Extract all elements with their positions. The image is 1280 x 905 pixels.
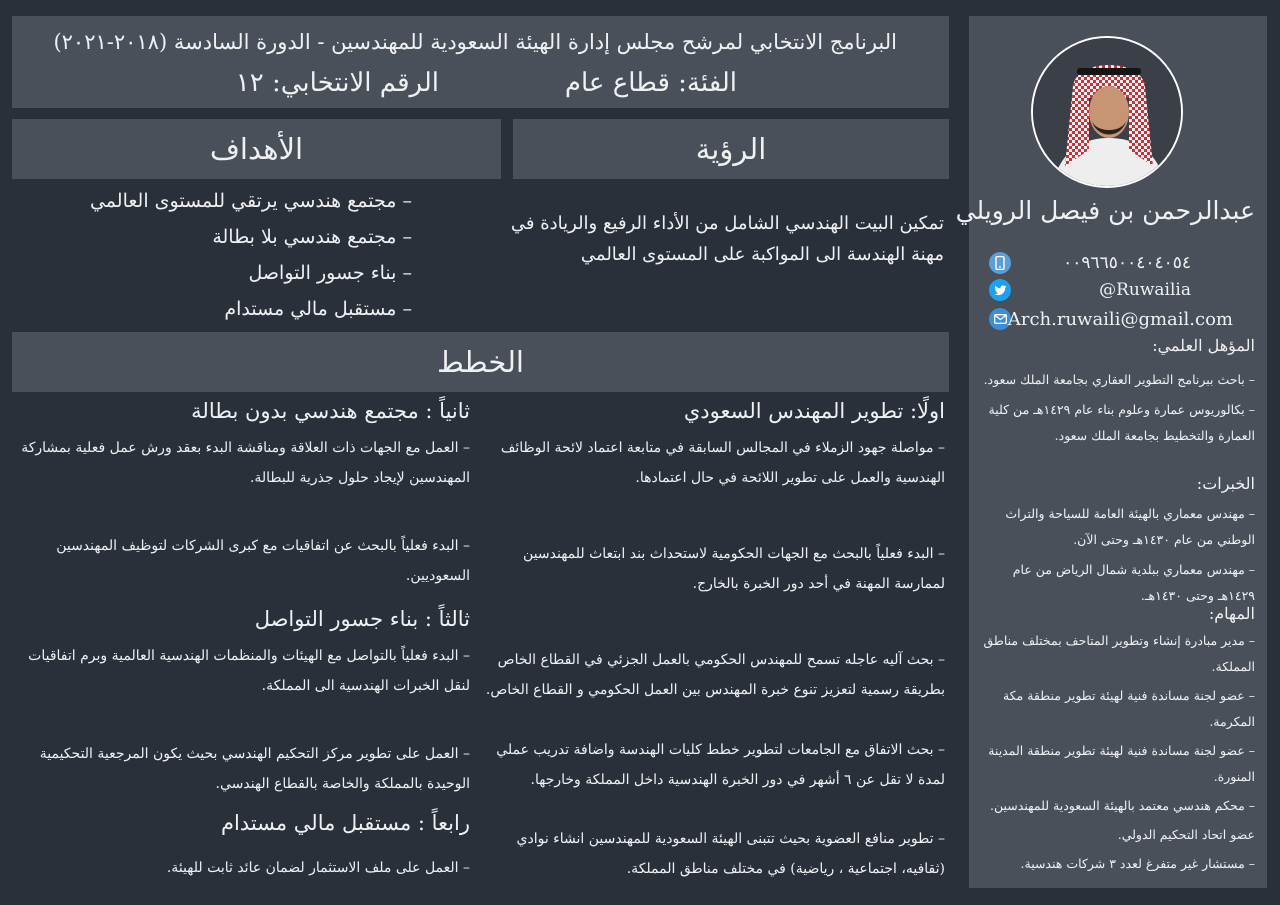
plan-item: – مواصلة جهود الزملاء في المجالس السابقة في متابعة اعتماد لائحة الوظائف الهندسية والعمل على تطوير اللائحة في حال اعتمادها. [500,440,945,486]
task-item: – محكم هندسي معتمد بالهيئة السعودية للمهندسين. [990,798,1255,813]
tasks-heading: المهام: [1208,604,1255,623]
experience-item: – مهندس معماري بالهيئة العامة للسياحة والتراث الوطني من عام ١٤٣٠هـ وحتى الآن. [1005,506,1255,547]
goal-item: – مجتمع هندسي بلا بطالة [212,226,412,248]
phone-contact [989,250,1247,276]
task-item: – عضو لجنة مساندة فنية لهيئة تطوير منطقة مكة المكرمة. [1002,688,1255,729]
profile-sidebar [955,16,1267,888]
email-address: Arch.ruwaili@gmail.com [1007,308,1233,330]
plan-item: – العمل على تطوير مركز التحكيم الهندسي بحيث يكون المرجعية التحكيمية الوحيدة بالمملكة والخاصة بالقطاع الهندسي. [39,746,470,792]
goal-item: – بناء جسور التواصل [248,262,412,284]
plan-second-title: ثانياً : مجتمع هندسي بدون بطالة [191,399,470,423]
plans-column-right [485,395,945,884]
goals-heading: الأهداف [12,119,501,179]
plan-item: – بحث آليه عاجله تسمح للمهندس الحكومي بالعمل الجزئي في القطاع الخاص بطريقة رسمية لتعزيز تنوع خبرة المهندس بين العمل الحكومي و القطاع الخاص. [485,652,945,698]
plan-first-title: اولًا: تطوير المهندس السعودي [683,399,945,423]
experience-item: – مهندس معماري ببلدية شمال الرياض من عام ١٤٢٩هـ وحتى ١٤٣٠هـ. [1012,562,1255,603]
task-item: – عضو لجنة مساندة فنية لهيئة تطوير منطقة المدينة المنورة. [988,743,1255,784]
education-list [980,367,1255,453]
task-item: عضو اتحاد التحكيم الدولي. [1117,827,1255,842]
plan-item: – العمل مع الجهات ذات العلاقة ومناقشة البدء بعقد ورش عمل فعلية بمشاركة المهندسين لإيجاد حلول جذرية للبطالة. [21,440,470,486]
goal-item: – مستقبل مالي مستدام [224,298,412,320]
header-banner [12,16,949,108]
task-item: – مستشار غير متفرغ لعدد ٣ شركات هندسية. [1020,856,1255,871]
plan-fourth-title: رابعاً : مستقبل مالي مستدام [220,811,470,835]
vision-text: تمكين البيت الهندسي الشامل من الأداء الرفيع والريادة في مهنة الهندسة الى المواكبة على المستوى العالمي [510,213,944,265]
plan-third-title: ثالثاً : بناء جسور التواصل [254,607,470,631]
candidate-category: الفئة: قطاع عام [564,68,737,98]
twitter-icon [989,279,1011,301]
plan-item: – العمل على ملف الاستثمار لضمان عائد ثابت للهيئة. [166,860,470,876]
candidate-name: عبدالرحمن بن فيصل الرويلي [955,196,1255,225]
plan-item: – البدء فعلياً بالبحث عن اتفاقيات مع كبرى الشركات لتوظيف المهندسين السعوديين. [56,538,470,584]
goals-list [52,183,412,327]
goal-item: – مجتمع هندسي يرتقي للمستوى العالمي [89,190,412,212]
tasks-list [980,628,1255,880]
education-heading: المؤهل العلمي: [1152,336,1255,355]
education-item: – بكالوريوس عمارة وعلوم بناء عام ١٤٢٩هـ من كلية العمارة والتخطيط بجامعة الملك سعود. [988,402,1255,443]
education-item: – باحث ببرنامج التطوير العقاري بجامعة الملك سعود. [983,372,1255,387]
phone-number: ٠٠٩٦٦٥٠٠٤٠٤٠٥٤ [1063,253,1191,273]
program-title: البرنامج الانتخابي لمرشح مجلس إدارة الهيئة السعودية للمهندسين - الدورة السادسة (٢٠١٨-٢٠٢١) [53,30,897,54]
candidate-photo-illustration [1033,38,1183,188]
phone-icon [989,252,1011,274]
experience-heading: الخبرات: [1196,474,1255,493]
election-number: الرقم الانتخابي: ١٢ [235,68,439,98]
plans-heading: الخطط [12,332,949,392]
twitter-handle: @Ruwailia [1099,280,1191,300]
twitter-contact [989,277,1247,303]
plan-item: – تطوير منافع العضوية بحيث تتبنى الهيئة السعودية للمهندسين انشاء نوادي (ثقافيه، اجتماعية ، رياضية) في مختلف مناطق المملكة. [516,831,945,877]
plan-item: – بحث الاتفاق مع الجامعات لتطوير خطط كليات الهندسة واضافة تدريب عملي لمدة لا تقل عن ٦ أشهر في دور الخبرة الهندسية داخل المملكة وخارجها. [496,742,945,788]
candidate-photo [1031,36,1183,188]
plans-column-left [0,395,470,883]
task-item: – مدير مبادرة إنشاء وتطوير المتاحف بمختلف مناطق المملكة. [983,633,1255,674]
vision-heading: الرؤية [513,119,949,179]
experience-list [980,501,1255,613]
plan-item: – البدء فعلياً بالبحث مع الجهات الحكومية لاستحداث بند ابتعاث للمهندسين لممارسة المهنة في أحد دور الخبرة بالخارج. [523,546,945,592]
email-contact [989,306,1247,332]
plan-item: – البدء فعلياً بالتواصل مع الهيئات والمنظمات الهندسية العالمية وبرم اتفاقيات لنقل الخبرات الهندسية الى المملكة. [28,648,470,694]
